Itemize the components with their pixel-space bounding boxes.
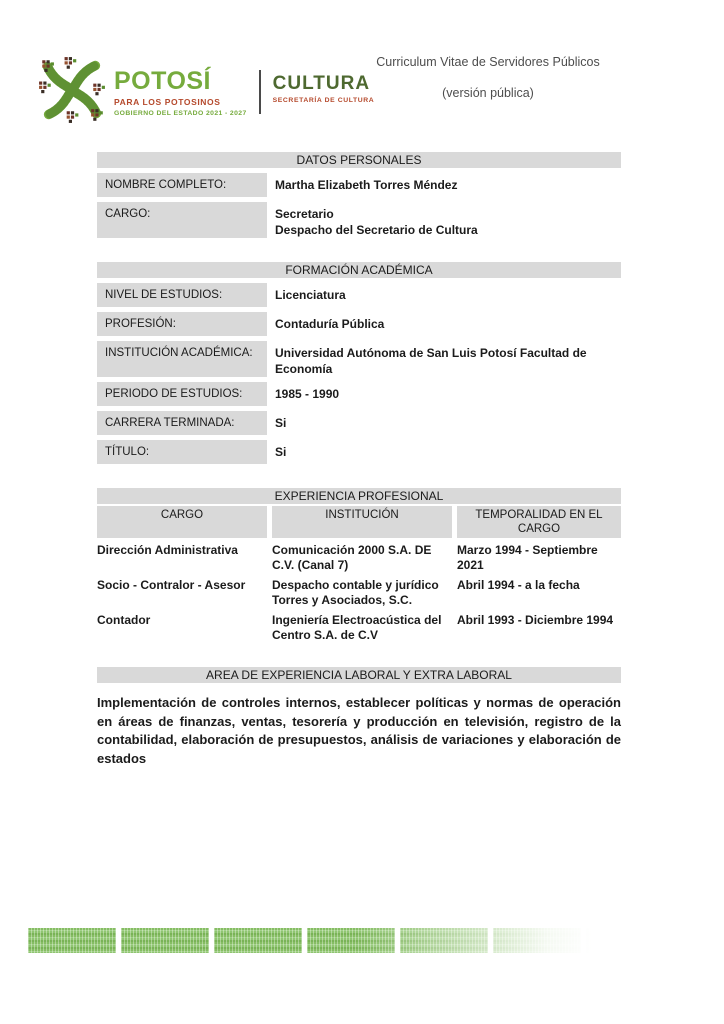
datos-personales-header: DATOS PERSONALES (97, 152, 621, 168)
field-label: PERIODO DE ESTUDIOS: (97, 382, 267, 406)
field-label: NOMBRE COMPLETO: (97, 173, 267, 197)
area-experiencia-header: AREA DE EXPERIENCIA LABORAL Y EXTRA LABORAL (97, 667, 621, 683)
field-label: CARRERA TERMINADA: (97, 411, 267, 435)
field-label: PROFESIÓN: (97, 312, 267, 336)
document-title-line2: (versión pública) (442, 86, 534, 100)
field-nivel-estudios (97, 283, 621, 307)
table-row (97, 613, 621, 643)
brand-tagline: PARA LOS POTOSINOS (114, 97, 221, 107)
field-titulo (97, 440, 621, 464)
document-title-line1: Curriculum Vitae de Servidores Públicos (376, 55, 600, 69)
document-title (352, 55, 624, 100)
brand-block (114, 56, 247, 117)
cell-institucion: Comunicación 2000 S.A. DE C.V. (Canal 7) (272, 543, 432, 572)
table-row (97, 578, 621, 608)
section-formacion-academica (97, 262, 621, 464)
org-name: CULTURA (272, 73, 371, 94)
cell-institucion: Despacho contable y jurídico Torres y Asociados, S.C. (272, 578, 439, 607)
cell-temporalidad: Abril 1994 - a la fecha (457, 578, 580, 592)
cell-institucion: Ingeniería Electroacústica del Centro S.A. de C.V (272, 613, 442, 642)
cell-temporalidad: Abril 1993 - Diciembre 1994 (457, 613, 614, 627)
brand-name: POTOSÍ (114, 67, 212, 95)
section-datos-personales (97, 152, 621, 238)
field-nombre-completo (97, 173, 621, 197)
field-value: Martha Elizabeth Torres Méndez (275, 178, 458, 192)
formacion-academica-header: FORMACIÓN ACADÉMICA (97, 262, 621, 278)
cell-cargo: Dirección Administrativa (97, 543, 238, 557)
column-header-institucion: INSTITUCIÓN (272, 506, 452, 538)
cell-temporalidad: Marzo 1994 - Septiembre 2021 (457, 543, 598, 572)
field-value: 1985 - 1990 (275, 387, 340, 401)
cargo-line2: Despacho del Secretario de Cultura (275, 223, 478, 237)
brand-government: GOBIERNO DEL ESTADO 2021 - 2027 (114, 110, 247, 117)
field-cargo (97, 202, 621, 238)
section-area-experiencia (97, 667, 621, 683)
field-value: Si (275, 416, 287, 430)
field-value: Si (275, 445, 287, 459)
cell-cargo: Socio - Contralor - Asesor (97, 578, 246, 592)
field-institucion-academica (97, 341, 621, 377)
table-row (97, 543, 621, 573)
state-emblem-icon (38, 56, 106, 124)
column-header-temporalidad: TEMPORALIDAD EN EL CARGO (457, 506, 621, 538)
field-profesion (97, 312, 621, 336)
cell-cargo: Contador (97, 613, 151, 627)
field-carrera-terminada (97, 411, 621, 435)
field-value (275, 202, 621, 238)
field-label: CARGO: (97, 202, 267, 238)
field-label: NIVEL DE ESTUDIOS: (97, 283, 267, 307)
header-logo (38, 56, 374, 124)
cargo-line1: Secretario (275, 207, 334, 221)
section-experiencia-profesional (97, 488, 621, 643)
org-subtitle: SECRETARÍA DE CULTURA (272, 97, 375, 104)
field-value: Universidad Autónoma de San Luis Potosí Facultad de Economía (275, 346, 587, 376)
footer-decorative-strip (28, 928, 592, 953)
field-periodo-estudios (97, 382, 621, 406)
field-value: Licenciatura (275, 288, 346, 302)
experience-summary-paragraph: Implementación de controles internos, establecer políticas y normas de operación en áreas de finanzas, ventas, tesorería y producción en televisión, registro de la contabilidad, elaboración de presupuestos, análisis de variaciones y elaboración de estados (97, 695, 621, 766)
logo-divider (259, 70, 261, 114)
field-label: TÍTULO: (97, 440, 267, 464)
experiencia-column-headers (97, 506, 621, 538)
field-label: INSTITUCIÓN ACADÉMICA: (97, 341, 267, 377)
experiencia-profesional-header: EXPERIENCIA PROFESIONAL (97, 488, 621, 504)
field-value: Contaduría Pública (275, 317, 385, 331)
column-header-cargo: CARGO (97, 506, 267, 538)
